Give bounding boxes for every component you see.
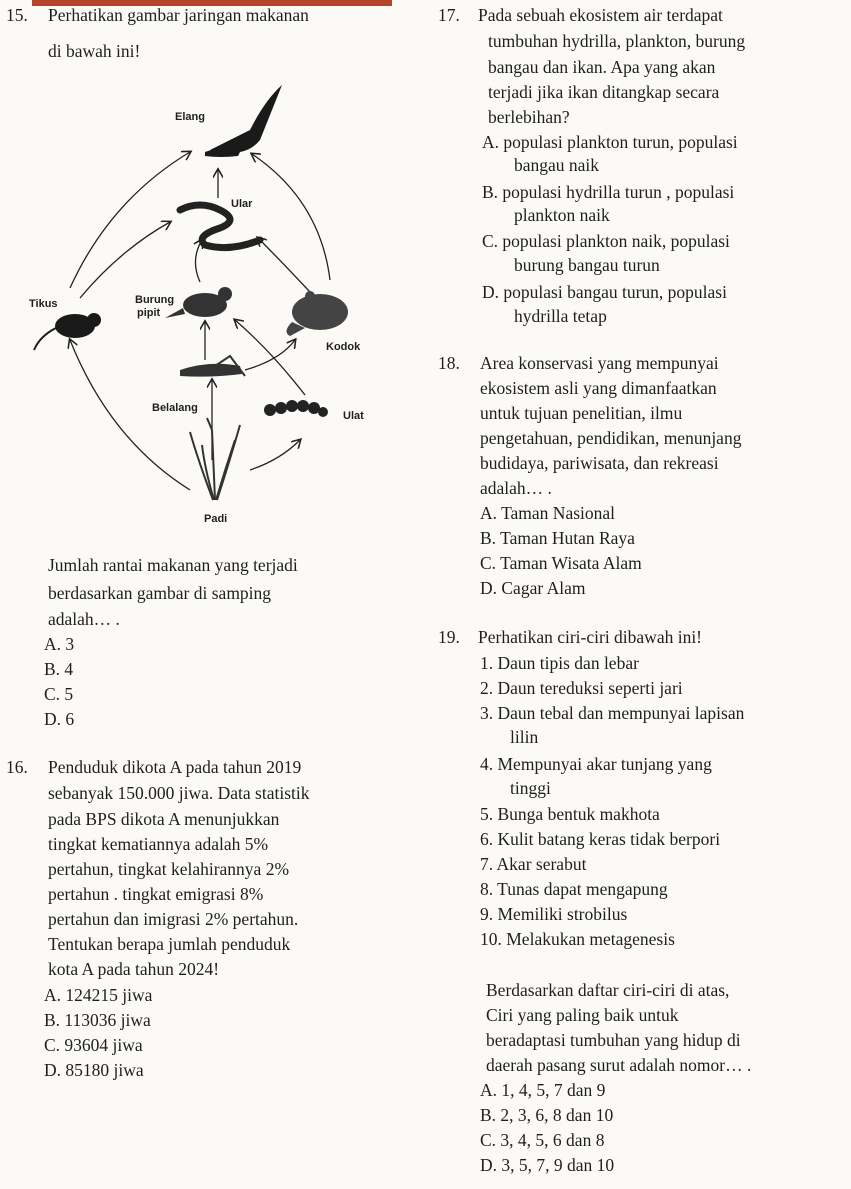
q18-option-d: D. Cagar Alam — [480, 578, 586, 598]
q17-number: 17. — [438, 5, 460, 25]
q15-stem2: berdasarkan gambar di samping — [48, 583, 272, 603]
arrow-tikus-elang — [70, 152, 190, 288]
q19-item-6: 6. Kulit batang keras tidak berpori — [480, 829, 721, 849]
q17-line4: terjadi jika ikan ditangkap secara — [488, 82, 720, 102]
rice-plant-icon — [190, 418, 240, 500]
label-burung: Burung — [135, 294, 175, 306]
label-ular: Ular — [231, 198, 253, 210]
q16-number: 16. — [6, 757, 28, 777]
q19-item-9: 9. Memiliki strobilus — [480, 904, 628, 924]
q15-option-a: A. 3 — [44, 634, 75, 654]
arrow-padi-ulat — [250, 440, 300, 470]
label-padi: Padi — [204, 513, 228, 525]
q19-option-b: B. 2, 3, 6, 8 dan 10 — [480, 1105, 614, 1125]
q15-option-c: C. 5 — [44, 684, 74, 704]
q18-line2: ekosistem asli yang dimanfaatkan — [480, 378, 717, 398]
q19-item-4-cont: tinggi — [510, 778, 551, 798]
q18-line1: Area konservasi yang mempunyai — [480, 353, 719, 373]
q19-stem4: daerah pasang surut adalah nomor… . — [486, 1055, 752, 1075]
q15-number: 15. — [6, 5, 28, 25]
q15-line1: Perhatikan gambar jaringan makanan — [48, 5, 309, 25]
q17-option-a-line2: bangau naik — [514, 155, 600, 175]
label-kodok: Kodok — [326, 341, 361, 353]
q17-line2: tumbuhan hydrilla, plankton, burung — [488, 31, 746, 51]
q17-option-d-line2: hydrilla tetap — [514, 306, 607, 326]
q19-item-3-cont: lilin — [510, 727, 539, 747]
q19-stem1: Berdasarkan daftar ciri-ciri di atas, — [486, 980, 730, 1000]
q17-line5: berlebihan? — [488, 107, 570, 127]
label-pipit: pipit — [137, 307, 161, 319]
q17-option-b-line2: plankton naik — [514, 205, 610, 225]
q19-stem3: beradaptasi tumbuhan yang hidup di — [486, 1030, 741, 1050]
label-ulat: Ulat — [343, 410, 364, 422]
q17-option-a-line1: A. populasi plankton turun, populasi — [482, 132, 738, 152]
q16-option-c: C. 93604 jiwa — [44, 1035, 143, 1055]
q16-line5: pertahun, tingkat kelahirannya 2% — [48, 859, 290, 879]
q16-line7: pertahun dan imigrasi 2% pertahun. — [48, 909, 299, 929]
q19-number: 19. — [438, 627, 460, 647]
grasshopper-icon — [180, 356, 245, 377]
q18-option-a: A. Taman Nasional — [480, 503, 616, 523]
q15-line2: di bawah ini! — [48, 41, 141, 61]
arrow-tikus-ular — [80, 222, 170, 298]
food-web-diagram — [20, 60, 400, 530]
q19-item-7: 7. Akar serabut — [480, 854, 587, 874]
caterpillar-icon — [264, 400, 328, 417]
q16-line9: kota A pada tahun 2024! — [48, 959, 220, 979]
q19-item-2: 2. Daun tereduksi seperti jari — [480, 678, 683, 698]
q19-item-10: 10. Melakukan metagenesis — [480, 929, 675, 949]
q16-option-b: B. 113036 jiwa — [44, 1010, 151, 1030]
label-belalang: Belalang — [152, 402, 198, 414]
q15-option-b: B. 4 — [44, 659, 74, 679]
q19-item-5: 5. Bunga bentuk makhota — [480, 804, 660, 824]
frog-icon — [286, 291, 348, 336]
arrow-belalang-kodok — [245, 340, 295, 370]
q18-line3: untuk tujuan penelitian, ilmu — [480, 403, 683, 423]
q17-option-c-line2: burung bangau turun — [514, 255, 660, 275]
sparrow-icon — [165, 287, 232, 318]
eagle-icon — [205, 85, 282, 157]
arrow-burung-ular — [195, 240, 202, 282]
q15-stem1: Jumlah rantai makanan yang terjadi — [48, 555, 298, 575]
q16-option-a: A. 124215 jiwa — [44, 985, 153, 1005]
q16-line3: pada BPS dikota A menunjukkan — [48, 809, 280, 829]
q17-line3: bangau dan ikan. Apa yang akan — [488, 57, 716, 77]
q15-option-d: D. 6 — [44, 709, 75, 729]
q17-line1: Pada sebuah ekosistem air terdapat — [478, 5, 723, 25]
label-elang: Elang — [175, 111, 205, 123]
q18-option-c: C. Taman Wisata Alam — [480, 553, 642, 573]
q16-line4: tingkat kematiannya adalah 5% — [48, 834, 269, 854]
q16-line2: sebanyak 150.000 jiwa. Data statistik — [48, 783, 310, 803]
q16-line1: Penduduk dikota A pada tahun 2019 — [48, 757, 302, 777]
q17-option-b-line1: B. populasi hydrilla turun , populasi — [482, 182, 735, 202]
q18-line6: adalah… . — [480, 478, 552, 498]
q19-item-1: 1. Daun tipis dan lebar — [480, 653, 639, 673]
rat-icon — [34, 313, 101, 350]
q19-item-3: 3. Daun tebal dan mempunyai lapisan — [480, 703, 745, 723]
q18-line5: budidaya, pariwisata, dan rekreasi — [480, 453, 719, 473]
q19-option-c: C. 3, 4, 5, 6 dan 8 — [480, 1130, 605, 1150]
q18-option-b: B. Taman Hutan Raya — [480, 528, 635, 548]
q18-number: 18. — [438, 353, 460, 373]
arrow-kodok-ular — [258, 238, 310, 292]
q17-option-c-line1: C. populasi plankton naik, populasi — [482, 231, 730, 251]
arrow-kodok-elang — [252, 154, 330, 280]
q18-line4: pengetahuan, pendidikan, menunjang — [480, 428, 742, 448]
q19-option-a: A. 1, 4, 5, 7 dan 9 — [480, 1080, 606, 1100]
q19-option-d: D. 3, 5, 7, 9 dan 10 — [480, 1155, 615, 1175]
q16-line8: Tentukan berapa jumlah penduduk — [48, 934, 291, 954]
q19-item-4: 4. Mempunyai akar tunjang yang — [480, 754, 712, 774]
q19-item-8: 8. Tunas dapat mengapung — [480, 879, 668, 899]
label-tikus: Tikus — [29, 298, 58, 310]
q19-intro: Perhatikan ciri-ciri dibawah ini! — [478, 627, 703, 647]
q16-option-d: D. 85180 jiwa — [44, 1060, 144, 1080]
q19-stem2: Ciri yang paling baik untuk — [486, 1005, 679, 1025]
snake-icon — [180, 205, 260, 248]
q16-line6: pertahun . tingkat emigrasi 8% — [48, 884, 264, 904]
q15-stem3: adalah… . — [48, 609, 120, 629]
q17-option-d-line1: D. populasi bangau turun, populasi — [482, 282, 727, 302]
arrow-padi-tikus — [70, 340, 190, 490]
